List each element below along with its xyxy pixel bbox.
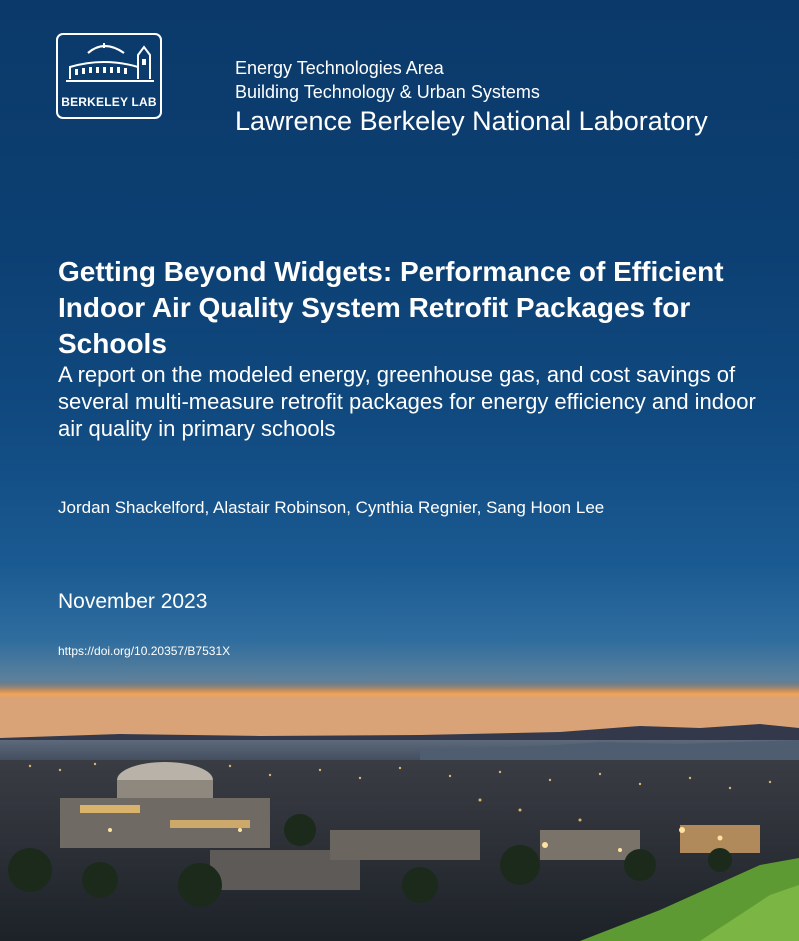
- lab-building-icon: [66, 41, 154, 87]
- doi-link[interactable]: https://doi.org/10.20357/B7531X: [58, 644, 231, 658]
- publication-date: November 2023: [58, 590, 208, 613]
- lab-name: Lawrence Berkeley National Laboratory: [235, 106, 708, 136]
- area-name: Energy Technologies Area: [235, 58, 444, 78]
- cover-photo: [0, 680, 799, 941]
- berkeley-lab-logo: [56, 33, 162, 119]
- logo-text: BERKELEY LAB: [61, 95, 157, 109]
- report-title: Getting Beyond Widgets: Performance of Efficient Indoor Air Quality System Retrofit Packages for Schools: [58, 256, 724, 359]
- division-name: Building Technology & Urban Systems: [235, 82, 540, 102]
- report-subtitle: A report on the modeled energy, greenhouse gas, and cost savings of several multi-measure retrofit packages for energy efficiency and indoor air quality in primary schools: [58, 362, 756, 441]
- authors: Jordan Shackelford, Alastair Robinson, Cynthia Regnier, Sang Hoon Lee: [58, 498, 605, 517]
